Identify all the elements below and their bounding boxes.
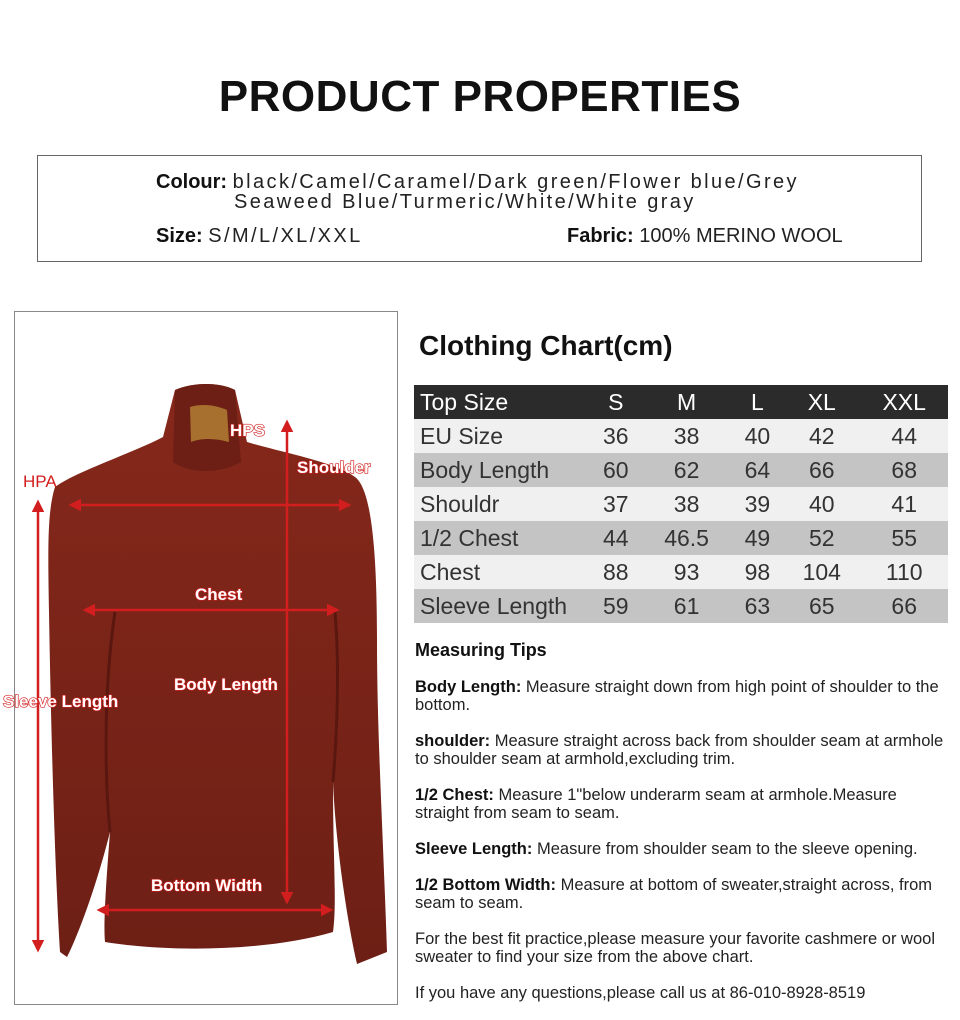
tip-label: Body Length: [415,678,522,696]
table-cell: 55 [860,521,948,555]
table-cell: 64 [732,453,784,487]
table-cell: 66 [860,589,948,623]
table-cell: 93 [642,555,732,589]
table-cell: 44 [860,419,948,453]
size-label: Size: [156,225,203,247]
row-label: EU Size [414,419,590,453]
table-cell: 42 [783,419,860,453]
header-cell: L [732,385,784,419]
tip-half-chest [415,786,955,822]
tip-text: Measure straight across back from shoulder seam at armhole to shoulder seam at armhold,excluding trim. [415,732,944,768]
tip-bottom-width [415,876,955,912]
table-cell: 36 [590,419,642,453]
table-cell: 62 [642,453,732,487]
tip-text: Measure straight down from high point of shoulder to the bottom. [415,678,939,714]
colour-value-continued: Seaweed Blue/Turmeric/White/White gray [234,191,696,213]
table-row [414,555,948,589]
table-cell: 98 [732,555,784,589]
table-cell: 65 [783,589,860,623]
table-cell: 38 [642,487,732,521]
product-properties-box [37,155,922,262]
size-value: S/M/L/XL/XXL [208,225,363,247]
measuring-tips [415,638,955,1020]
tip-label: 1/2 Chest: [415,786,494,804]
tip-text: Measure at bottom of sweater,straight across, from seam to seam. [415,876,932,912]
tip-label: shoulder: [415,732,491,750]
tip-shoulder [415,732,955,768]
table-cell: 44 [590,521,642,555]
label-chest: Chest [195,585,243,604]
header-cell: S [590,385,642,419]
sweater-measurement-diagram [3,311,398,1005]
label-body-length: Body Length [174,675,278,694]
measuring-tips-heading: Measuring Tips [415,640,547,660]
tip-text: Measure from shoulder seam to the sleeve opening. [536,840,918,858]
sweater-illustration [3,312,399,1006]
size-chart-header-row [414,385,948,419]
size-chart-table [414,385,948,623]
label-sleeve-length: Sleeve Length [3,692,119,711]
table-row [414,453,948,487]
tip-label: Sleeve Length: [415,840,533,858]
table-cell: 52 [783,521,860,555]
header-cell: XL [783,385,860,419]
row-label: Sleeve Length [414,589,590,623]
size-row [156,225,363,248]
header-cell: Top Size [414,385,590,419]
table-cell: 61 [642,589,732,623]
table-cell: 40 [783,487,860,521]
fit-advice: For the best fit practice,please measure your favorite cashmere or wool sweater to find your size from the above chart. [415,930,935,966]
row-label: 1/2 Chest [414,521,590,555]
row-label: Chest [414,555,590,589]
colour-label: Colour: [156,171,228,193]
table-row [414,487,948,521]
table-cell: 60 [590,453,642,487]
tip-label: 1/2 Bottom Width: [415,876,556,894]
label-hps: HPS [230,421,265,440]
table-cell: 46.5 [642,521,732,555]
table-cell: 38 [642,419,732,453]
tip-body-length [415,678,955,714]
row-label: Body Length [414,453,590,487]
table-cell: 66 [783,453,860,487]
fabric-label: Fabric: [567,225,634,247]
label-bottom-width: Bottom Width [151,876,263,895]
tip-sleeve-length [415,840,955,858]
table-cell: 40 [732,419,784,453]
table-cell: 110 [860,555,948,589]
table-row [414,589,948,623]
table-cell: 37 [590,487,642,521]
header-cell: XXL [860,385,948,419]
table-cell: 39 [732,487,784,521]
table-row [414,419,948,453]
table-cell: 49 [732,521,784,555]
row-label: Shouldr [414,487,590,521]
label-hpa: HPA [23,472,57,491]
colour-value: black/Camel/Caramel/Dark green/Flower blue/Grey [232,171,799,193]
contact-info: If you have any questions,please call us at 86-010-8928-8519 [415,984,866,1002]
label-shoulder: Shoulder [297,458,371,477]
table-cell: 68 [860,453,948,487]
header-cell: M [642,385,732,419]
page-title: PRODUCT PROPERTIES [218,72,742,121]
table-cell: 41 [860,487,948,521]
clothing-chart-title: Clothing Chart(cm) [419,330,673,361]
fabric-row [567,225,843,248]
table-cell: 88 [590,555,642,589]
table-row [414,521,948,555]
table-cell: 59 [590,589,642,623]
fabric-value: 100% MERINO WOOL [639,225,843,247]
tip-text: Measure 1"below underarm seam at armhole.Measure straight from seam to seam. [415,786,897,822]
table-cell: 63 [732,589,784,623]
table-cell: 104 [783,555,860,589]
